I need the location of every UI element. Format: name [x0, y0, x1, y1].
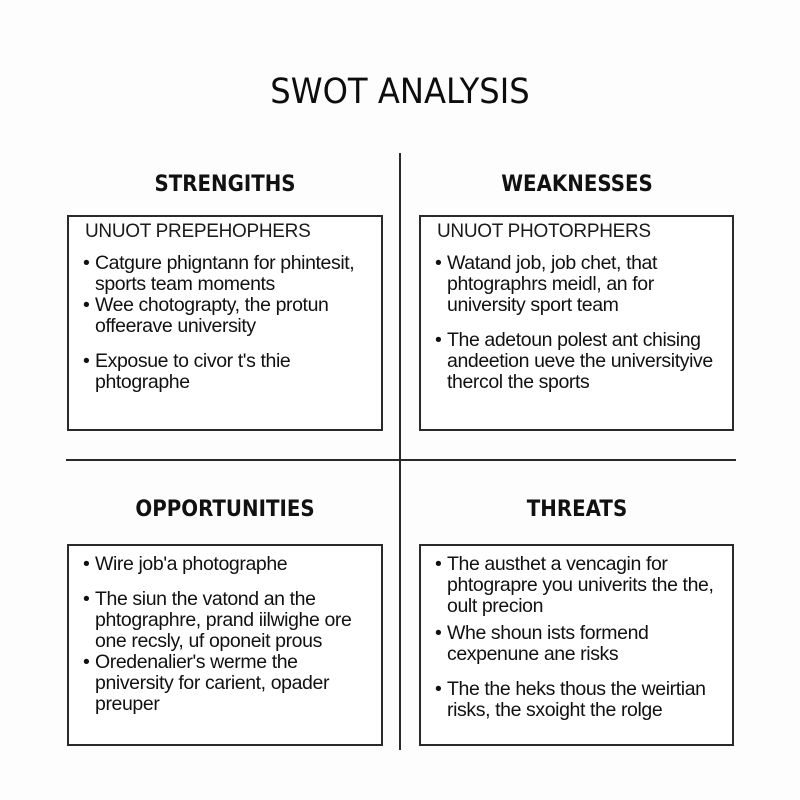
vertical-divider — [399, 153, 401, 750]
strengths-item-text: Wee chotograpty, the protun offeerave university — [95, 294, 329, 337]
threats-item-text: The the heks thous the weirtian risks, the sxoight the rolge — [447, 678, 706, 721]
opportunities-item-text: Oredenalier's werme the pniversity for carient, opader preuper — [95, 651, 330, 715]
weaknesses-heading: WEAKNESSES — [501, 172, 653, 197]
opportunities-item — [83, 554, 371, 575]
horizontal-divider — [66, 459, 736, 461]
weaknesses-item-text: Watand job, job chet, that phtographrs meidl, an for university sport team — [447, 252, 658, 316]
strengths-item — [83, 351, 371, 393]
bullet-icon: • — [435, 329, 442, 351]
strengths-item — [83, 295, 371, 337]
opportunities-item-text: The siun the vatond an the phtographre, prand iilwighe ore one recsly, uf oponeit prous — [95, 588, 352, 652]
weaknesses-item — [435, 253, 722, 316]
threats-heading: THREATS — [526, 497, 628, 522]
bullet-icon: • — [83, 651, 90, 673]
bullet-icon: • — [435, 252, 442, 274]
strengths-box — [67, 215, 383, 431]
bullet-icon: • — [435, 553, 442, 575]
weaknesses-item — [435, 330, 722, 393]
strengths-item-text: Exposue to civor t's thie phtographe — [95, 350, 291, 393]
weaknesses-box — [419, 215, 734, 431]
threats-box — [419, 544, 734, 746]
strengths-item — [83, 253, 371, 295]
bullet-icon: • — [83, 350, 90, 372]
threats-item-text: Whe shoun ists formend cexpenune ane risks — [447, 622, 649, 665]
bullet-icon: • — [435, 622, 442, 644]
bullet-icon: • — [83, 553, 90, 575]
strengths-item-text: Catgure phigntann for phintesit, sports team moments — [95, 252, 355, 295]
bullet-icon: • — [83, 588, 90, 610]
strengths-subheading: UNUOT PREPEHOPHERS — [85, 221, 311, 242]
bullet-icon: • — [83, 294, 90, 316]
page-title: SWOT ANALYSIS — [270, 72, 530, 112]
opportunities-box — [67, 544, 383, 746]
strengths-heading: STRENGITHS — [154, 172, 296, 197]
threats-item — [435, 554, 722, 617]
threats-item — [435, 623, 722, 665]
opportunities-item — [83, 589, 371, 652]
opportunities-item — [83, 652, 371, 715]
opportunities-heading: OPPORTUNITIES — [135, 497, 315, 522]
threats-item-text: The austhet a vencagin for phtograpre you univerits the the, oult precion — [447, 553, 714, 617]
weaknesses-item-text: The adetoun polest ant chising andeetion ueve the universityive thercol the sports — [447, 329, 713, 393]
bullet-icon: • — [435, 678, 442, 700]
bullet-icon: • — [83, 252, 90, 274]
weaknesses-subheading: UNUOT PHOTORPHERS — [437, 221, 651, 242]
opportunities-item-text: Wire job'a photographe — [95, 553, 288, 575]
threats-item — [435, 679, 722, 721]
